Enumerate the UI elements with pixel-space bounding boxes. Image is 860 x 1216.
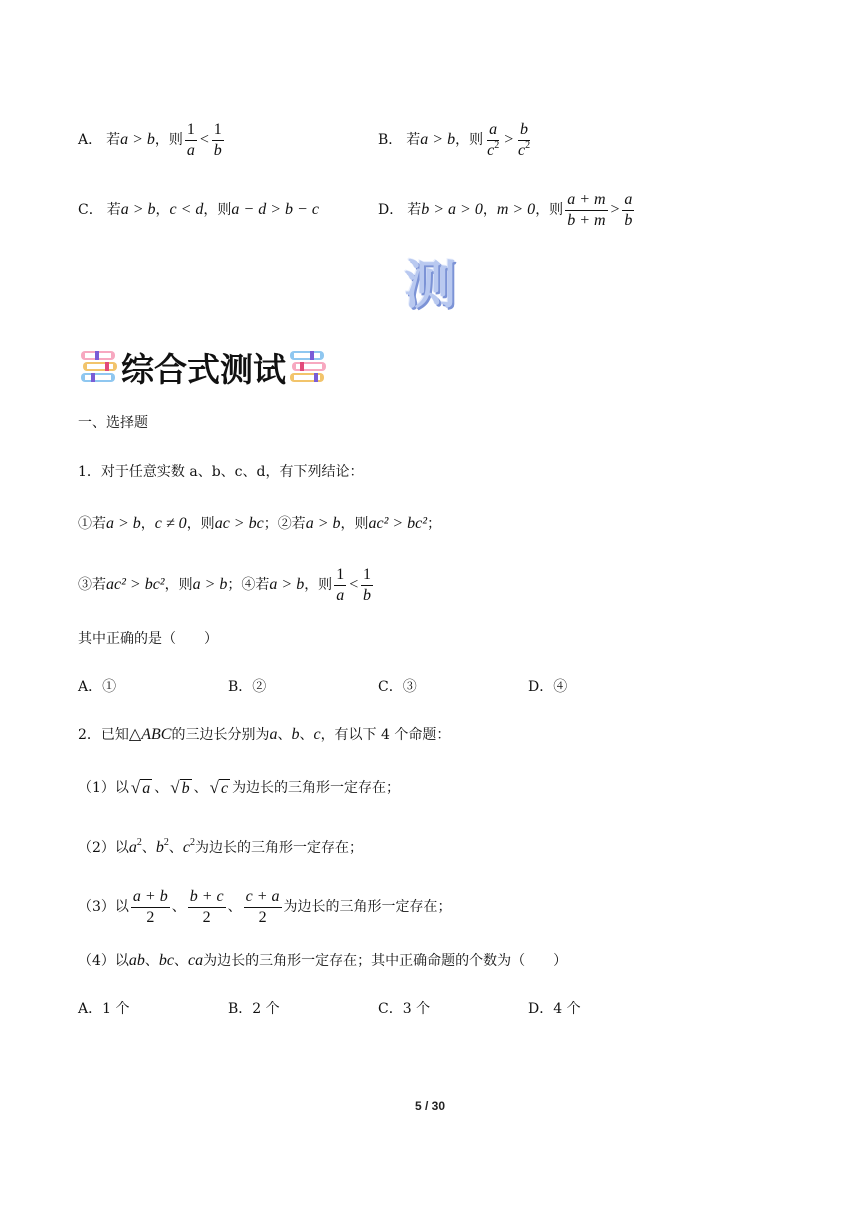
sqrt-b: √ b (170, 778, 190, 797)
fraction-a-plus-b-over-2: $\frac{a + b}{2}$ (132, 887, 168, 926)
fraction-1-over-a: $\frac{1}{a}$ (186, 120, 195, 159)
books-icon (79, 347, 119, 387)
q1-option-b[interactable]: B．② (228, 679, 267, 695)
fraction-1-over-b: $\frac{1}{b}$ (213, 120, 222, 159)
q2-option-d[interactable]: D．4 个 (528, 1001, 581, 1017)
fraction-b-plus-c-over-2: $\frac{b + c}{2}$ (189, 887, 224, 926)
q2-stem: 2．已知 △ABC 的三边长分别为 a 、 b 、 c ，有以下 4 个命题： (78, 726, 451, 743)
fraction-1-over-a: $\frac{1}{a}$ (336, 565, 345, 604)
section-char: 测 (403, 256, 456, 316)
fraction-1-over-b: $\frac{1}{b}$ (362, 565, 371, 604)
q2-proposition-3: （3）以 $\frac{a + b}{2}$ 、 $\frac{b + c}{2}$ 、 $\frac{c + a}{2}$ 为边长的三角形一定存在； (78, 887, 452, 926)
q2-proposition-2: （2）以 $a^2$ 、 $b^2$ 、 $c^2$ 为边长的三角形一定存在； (78, 837, 364, 856)
page-number: 5 / 30 (414, 1099, 446, 1113)
fraction-b-over-c2: $\frac{b}{c^2}$ (518, 120, 531, 159)
q2-option-a[interactable]: A．1 个 (78, 1001, 130, 1017)
q2-proposition-4: （4）以 ab 、 bc 、 ca 为边长的三角形一定存在；其中正确命题的个数为（ ） (78, 952, 568, 969)
prev-option-b[interactable]: B． 若 a > b ，则 $\frac{a}{c^2}$ > $\frac{b}{c^2}$ (378, 120, 531, 159)
q1-ask: 其中正确的是（ ） (78, 631, 218, 647)
q2-option-c[interactable]: C．3 个 (378, 1001, 431, 1017)
sqrt-a: √ a (130, 778, 151, 797)
q2-option-b[interactable]: B．2 个 (228, 1001, 280, 1017)
sqrt-c: √ c (209, 778, 229, 797)
fraction-c-plus-a-over-2: $\frac{c + a}{2}$ (245, 887, 280, 926)
q2-proposition-1: （1）以 √ a 、 √ b 、 √ c 为边长的三角形一定存在； (78, 778, 401, 797)
prev-option-c[interactable]: C． 若 a > b ， c < d ，则 a − d > b − c (78, 201, 319, 218)
q1-statements-1-2: ①若 a > b ， c ≠ 0 ，则 ac > bc ； ②若 a > b ，则 ac² > bc² ； (78, 515, 442, 532)
q1-option-d[interactable]: D．④ (528, 679, 568, 695)
prev-option-d[interactable]: D． 若 b > a > 0 ， m > 0 ，则 $\frac{a + m}{b + m}$ > $\frac{a}{b}$ (378, 190, 633, 229)
q1-stem: 1．对于任意实数 a、b、c、d，有下列结论： (78, 464, 364, 480)
q1-option-c[interactable]: C．③ (378, 679, 417, 695)
prev-option-a[interactable]: A． 若 a > b ，则 $\frac{1}{a}$ < $\frac{1}{b}$ (78, 120, 222, 159)
section-heading (79, 344, 328, 390)
part-title: 一、选择题 (78, 415, 148, 431)
fraction-a-over-c2: $\frac{a}{c^2}$ (487, 120, 500, 159)
q1-option-a[interactable]: A．① (78, 679, 117, 695)
fraction-a-plus-m-over-b-plus-m: $\frac{a + m}{b + m}$ (567, 190, 606, 229)
fraction-a-over-b: $\frac{a}{b}$ (624, 190, 633, 229)
q1-statements-3-4: ③若 ac² > bc² ，则 a > b ； ④若 a > b ，则 $\frac{1}{a}$ < $\frac{1}{b}$ (78, 565, 371, 604)
section-heading-text: 综合式测试 (121, 349, 286, 389)
books-icon (288, 347, 328, 387)
